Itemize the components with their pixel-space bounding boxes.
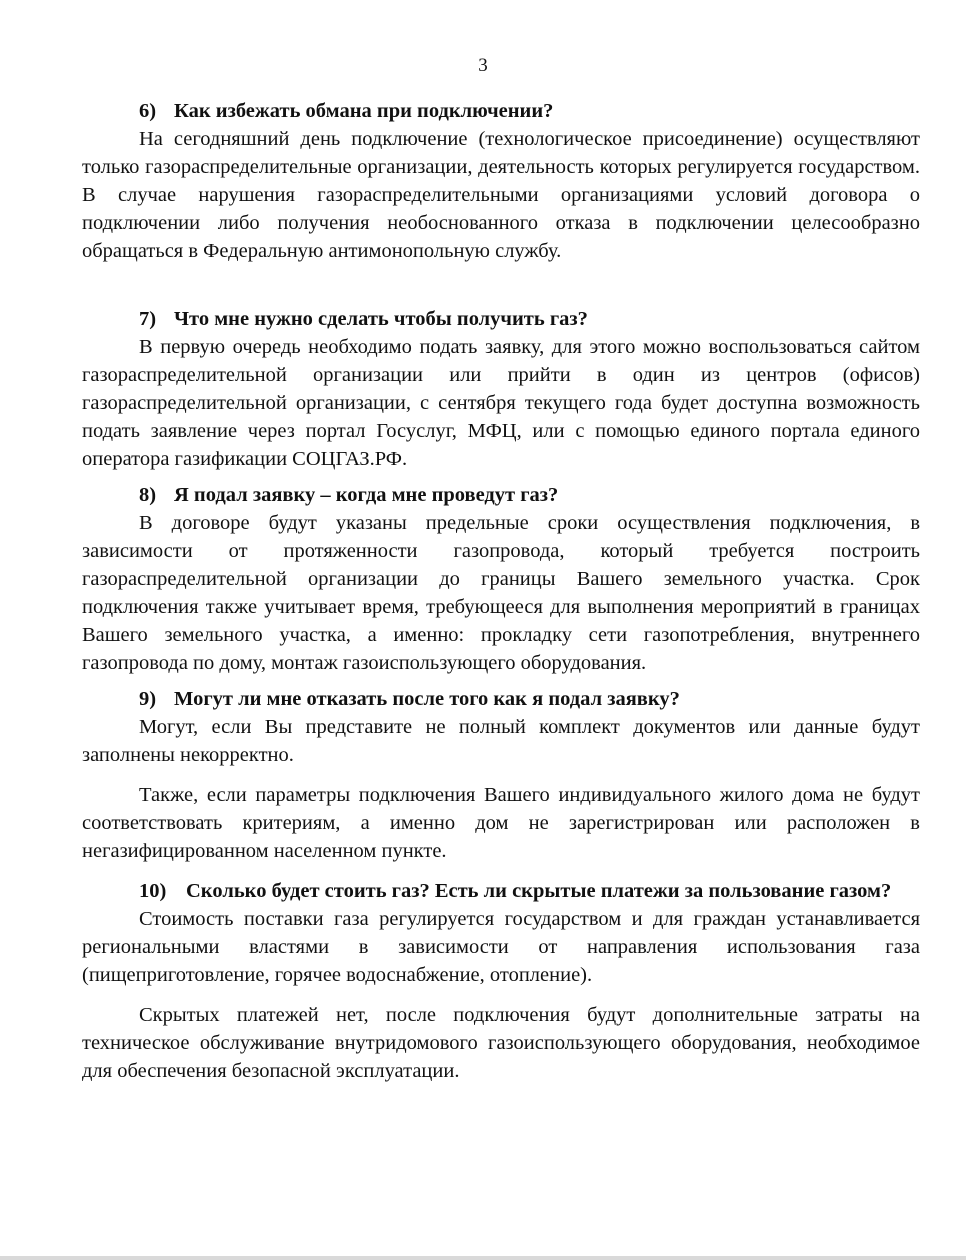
paragraph-spacer bbox=[82, 989, 920, 1001]
answer-paragraph: Также, если параметры подключения Вашего индивидуального жилого дома не будут соответствовать критериям, а именно дом не зарегистрирован или расположен в негазифицированном населенном пункте. bbox=[82, 784, 920, 862]
question-text: Могут ли мне отказать после того как я подал заявку? bbox=[174, 688, 680, 710]
answer-paragraph: В договоре будут указаны предельные сроки осуществления подключения, в зависимости от протяженности газопровода, который требуется построить газораспределительной организации до границы Вашего земельного участка. Срок подключения также учитывает время, требующееся для выполнения мероприятий в границах Вашего земельного участка, а именно: прокладку сети газопотребления, внутреннего газопровода по дому, монтаж газоиспользующего оборудования. bbox=[82, 512, 920, 674]
question-number: 9) bbox=[139, 688, 157, 710]
question-heading-6 bbox=[82, 97, 920, 125]
section-spacer bbox=[82, 473, 920, 481]
question-heading-10 bbox=[82, 877, 920, 905]
question-text: Сколько будет стоить газ? Есть ли скрытые платежи за пользование газом? bbox=[186, 880, 892, 902]
answer-paragraph: Скрытых платежей нет, после подключения будут дополнительные затраты на техническое обслуживание внутридомового газоиспользующего оборудования, необходимое для обеспечения безопасной эксплуатации. bbox=[82, 1004, 920, 1082]
question-text: Я подал заявку – когда мне проведут газ? bbox=[174, 484, 559, 506]
document-body bbox=[82, 97, 920, 1085]
page-bottom-edge bbox=[0, 1256, 966, 1260]
question-number: 6) bbox=[139, 100, 157, 122]
question-heading-9 bbox=[82, 685, 920, 713]
question-number: 7) bbox=[139, 308, 157, 330]
answer-paragraph: Могут, если Вы представите не полный комплект документов или данные будут заполнены некорректно. bbox=[82, 716, 920, 766]
question-heading-7 bbox=[82, 305, 920, 333]
section-spacer bbox=[82, 265, 920, 305]
answer-paragraph: На сегодняшний день подключение (технологическое присоединение) осуществляют только газораспределительные организации, деятельность которых регулируется государством. В случае нарушения газораспределительными организациями условий договора о подключении либо получения необоснованного отказа в подключении целесообразно обращаться в Федеральную антимонопольную службу. bbox=[82, 128, 920, 262]
question-number: 10) bbox=[139, 880, 167, 902]
question-number: 8) bbox=[139, 484, 157, 506]
answer-paragraph: В первую очередь необходимо подать заявку, для этого можно воспользоваться сайтом газораспределительной организации или прийти в один из центров (офисов) газораспределительной организации, с сентября текущего года будет доступна возможность подать заявление через портал Госуслуг, МФЦ, или с помощью единого портала единого оператора газификации СОЦГАЗ.РФ. bbox=[82, 336, 920, 470]
answer-paragraph: Стоимость поставки газа регулируется государством и для граждан устанавливается региональными властями в зависимости от направления использования газа (пищеприготовление, горячее водоснабжение, отопление). bbox=[82, 908, 920, 986]
question-text: Как избежать обмана при подключении? bbox=[174, 100, 554, 122]
paragraph-spacer bbox=[82, 769, 920, 781]
section-spacer bbox=[82, 865, 920, 877]
question-text: Что мне нужно сделать чтобы получить газ? bbox=[174, 308, 588, 330]
question-heading-8 bbox=[82, 481, 920, 509]
page-number: 3 bbox=[478, 55, 488, 76]
section-spacer bbox=[82, 677, 920, 685]
